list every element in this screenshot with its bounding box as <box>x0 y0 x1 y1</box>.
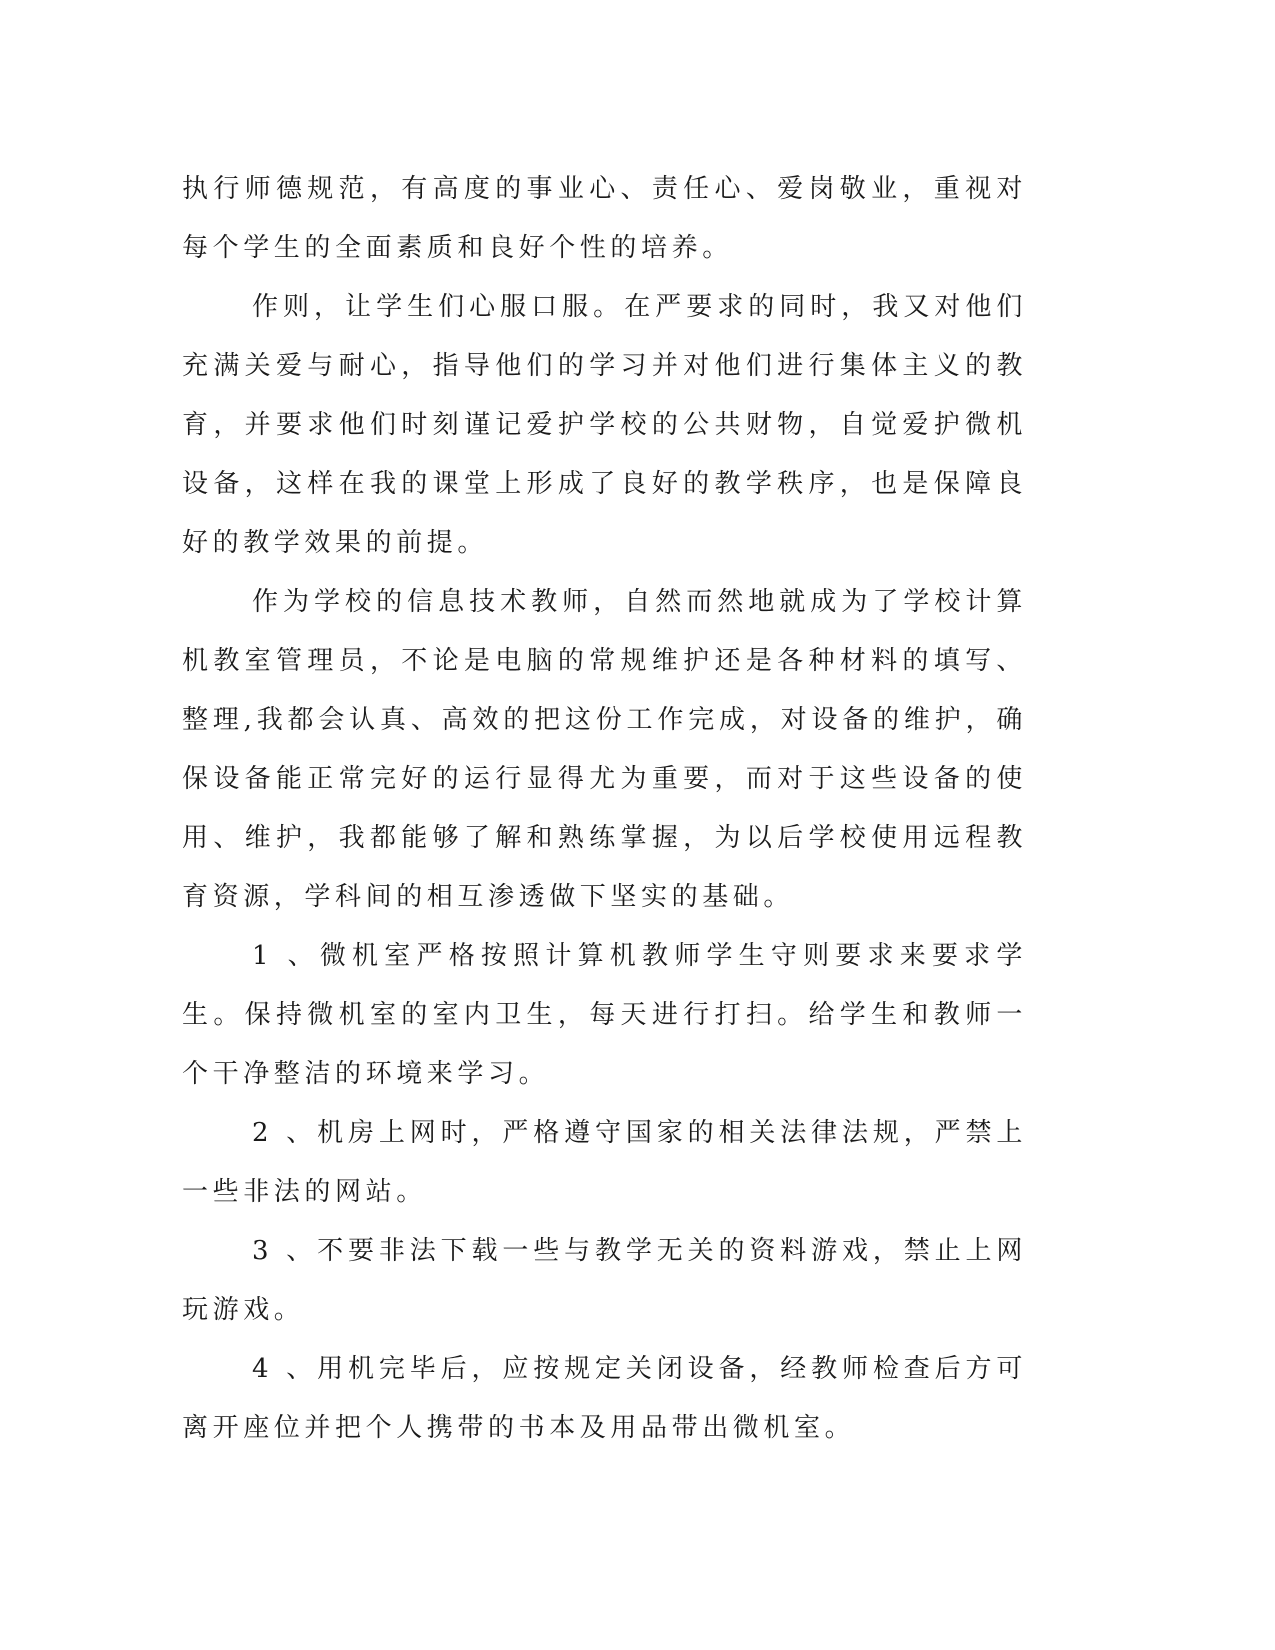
paragraph-3: 作为学校的信息技术教师，自然而然地就成为了学校计算机教室管理员，不论是电脑的常规维护还是各种材料的填写、整理,我都会认真、高效的把这份工作完成，对设备的维护，确保设备能正常完好的运行显得尤为重要，而对于这些设备的使用、维护，我都能够了解和熟练掌握，为以后学校使用远程教育资源，学科间的相互渗透做下坚实的基础。 <box>182 587 1027 912</box>
paragraph-6-rule-3: 3 、不要非法下载一些与教学无关的资料游戏，禁止上网玩游戏。 <box>182 1236 1027 1325</box>
paragraph-4-rule-1: 1 、微机室严格按照计算机教师学生守则要求来要求学生。保持微机室的室内卫生，每天进行打扫。给学生和教师一个干净整洁的环境来学习。 <box>182 941 1027 1089</box>
paragraph-7-rule-4: 4 、用机完毕后，应按规定关闭设备，经教师检查后方可离开座位并把个人携带的书本及用品带出微机室。 <box>182 1354 1027 1443</box>
paragraph-1: 执行师德规范，有高度的事业心、责任心、爱岗敬业，重视对每个学生的全面素质和良好个性的培养。 <box>182 174 1027 263</box>
paragraph-5-rule-2: 2 、机房上网时，严格遵守国家的相关法律法规，严禁上一些非法的网站。 <box>182 1118 1027 1207</box>
document-body <box>182 160 1027 1458</box>
paragraph-2: 作则，让学生们心服口服。在严要求的同时，我又对他们充满关爱与耐心，指导他们的学习并对他们进行集体主义的教育，并要求他们时刻谨记爱护学校的公共财物，自觉爱护微机设备，这样在我的课堂上形成了良好的教学秩序，也是保障良好的教学效果的前提。 <box>182 292 1027 558</box>
